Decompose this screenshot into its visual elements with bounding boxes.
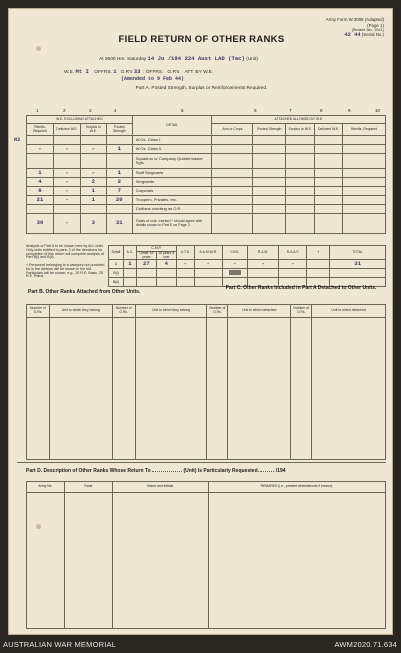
punch-hole	[36, 46, 41, 51]
part-d-table	[26, 481, 386, 629]
form-paper	[8, 8, 393, 635]
cell-surplus: 3	[80, 214, 106, 234]
cell-deficient	[53, 154, 80, 169]
cell-deficient: -	[53, 145, 80, 154]
cell-reinfts: 30	[27, 214, 54, 234]
part-d-unit-blank	[152, 471, 182, 472]
form-revision-line: (Revised Jan., 1943.)	[351, 28, 384, 32]
row-detail: Civilians counting as O.R.	[132, 205, 212, 214]
cell-deficient: -	[53, 169, 80, 178]
date-line	[99, 55, 258, 62]
ors2-label: O.R's	[167, 70, 180, 75]
part-d-header-remarks: REMARKS (i.e., present whereabouts if known).	[208, 482, 386, 493]
col-num-6: 6	[254, 108, 257, 113]
cell-posted: 2	[106, 178, 132, 187]
header-posted: Posted Strength	[106, 124, 132, 136]
analysis-row-label: A	[109, 260, 124, 269]
col-num-4: 4	[114, 108, 117, 113]
part-a-table	[26, 115, 386, 234]
cell-surplus	[80, 154, 106, 169]
part-d-header-name: Name and Initials	[112, 482, 208, 493]
amended-note	[121, 76, 184, 82]
table-row	[27, 136, 386, 145]
analysis-cell-aam: -	[194, 260, 222, 269]
we-value: Mt I	[75, 68, 89, 75]
cell-surplus	[80, 205, 106, 214]
separator-line	[17, 462, 386, 463]
analysis-total-header: TOTAL	[330, 246, 386, 260]
cell-surplus: 1	[80, 187, 106, 196]
cell-reinfts: 6	[27, 187, 54, 196]
part-b-header-number: Number of O.Rs.	[27, 305, 50, 318]
part-b-header-number2: Number of O.Rs.	[112, 305, 135, 318]
cell-reinfts: -	[27, 145, 54, 154]
cell-deficient: -	[53, 214, 80, 234]
table-row	[27, 178, 386, 187]
group-label-left: W.E. EXCLUDING ATTACHED	[27, 116, 133, 124]
cell-posted	[106, 205, 132, 214]
part-bc-table	[26, 304, 386, 460]
cell-surplus: -	[80, 169, 106, 178]
analysis-raaf-header: R.A.A.F.	[279, 246, 307, 260]
analysis-footnote: † Personnel belonging to a category not provided for in the division will be shown in the bld. Particulars will be shown, e.g., 20 R.E. Basic, 20 R.E. Pdtns.	[26, 263, 105, 279]
table-row	[27, 205, 386, 214]
footer-institution: AUSTRALIAN WAR MEMORIAL	[3, 640, 117, 649]
offrs2-label: OFFRS.	[145, 70, 164, 75]
part-b-header-unit2: Unit to which they belong	[135, 305, 207, 318]
header-reinfts-att: Reinfts. Required	[343, 124, 386, 136]
column-numbers	[26, 108, 386, 114]
cell-surplus	[80, 136, 106, 145]
cell-reinfts	[27, 205, 54, 214]
cell-posted: 7	[106, 187, 132, 196]
part-c-title: Part C. Other Ranks Included in Part A Detached to Other Units.	[225, 285, 377, 291]
cell-posted: 31	[106, 214, 132, 234]
analysis-cmp-header: C.M.P.	[136, 246, 176, 252]
date-unit-value: 14 Ju /194 224 Aust LAD (Tac)	[147, 55, 245, 62]
we-label: W.E.	[64, 70, 75, 75]
offrs-value: 1	[113, 68, 117, 75]
analysis-cell-ac: 1	[123, 260, 136, 269]
cell-surplus: -	[80, 145, 106, 154]
analysis-note	[26, 245, 106, 279]
cell-reinfts	[27, 136, 54, 145]
header-posted-att: Posted Strength	[253, 124, 286, 136]
row-detail: Totals of cols. marked * should agree with details shown in Part E on Page 2.	[132, 214, 212, 234]
header-surplus-att: Surplus to W.E.	[286, 124, 315, 136]
part-a-title: Part A. Posted Strength, Surplus or Reinforcements Required.	[135, 86, 268, 91]
cell-reinfts	[27, 154, 54, 169]
part-d-heading	[26, 468, 286, 474]
amended-text: (Amended to 9 Feb 44)	[121, 76, 185, 82]
part-c-header-number: Number of O.Rs.	[207, 305, 228, 318]
row-detail: Sergeants	[132, 178, 212, 187]
table-row	[27, 145, 386, 154]
serial-number: 42 44	[344, 32, 361, 39]
header-deficient: Deficient W.E.	[53, 124, 80, 136]
col-num-2: 2	[63, 108, 66, 113]
col-num-10: 10	[375, 108, 381, 113]
part-d-date-blank	[260, 471, 274, 472]
part-bc-blank-area	[27, 318, 386, 460]
col-num-7: 7	[289, 108, 292, 113]
table-row	[27, 154, 386, 169]
header-reinfts: Reinfts. Required	[27, 124, 54, 136]
part-d-separator	[17, 462, 386, 463]
analysis-other-header: †	[307, 246, 330, 260]
cell-surplus: 1	[80, 196, 106, 205]
analysis-cmp-under18: Under 18 years	[136, 252, 156, 260]
analysis-cell-ats: -	[176, 260, 194, 269]
table-row-totals	[27, 214, 386, 234]
cell-reinfts: 1	[27, 169, 54, 178]
row-detail: Corporals	[132, 187, 212, 196]
part-d-title-rest: (Unit) Is Particularly Requested.	[183, 468, 260, 474]
group-label-right: ATTACHED ALLOWED BY W.E.	[212, 116, 386, 124]
unit-label: (Unit)	[246, 57, 258, 62]
detail-header: DETAIL	[132, 116, 212, 136]
part-d-title: Part D. Description of Other Ranks Whose Return To	[26, 468, 151, 474]
margin-mark	[14, 137, 20, 143]
cell-posted	[106, 154, 132, 169]
ors-value: 33	[133, 68, 141, 75]
ors-label: O.R's	[120, 70, 133, 75]
part-d-header-rank: Rank	[64, 482, 112, 493]
cell-surplus: 2	[80, 178, 106, 187]
part-d-blank-area	[27, 493, 386, 629]
cell-reinfts: 4	[27, 178, 54, 187]
serial-label: (Serial No.)	[361, 32, 384, 38]
analysis-row-label: B(ii)	[109, 278, 124, 287]
row-detail: Squadron or Company Quartermaster Sgts	[132, 154, 212, 169]
offrs-label: OFFRS.	[94, 70, 112, 75]
col-num-3: 3	[89, 108, 92, 113]
analysis-row-label: B(i)	[109, 269, 124, 278]
row-detail: W.Os. Class II.	[132, 145, 212, 154]
col-num-1: 1	[36, 108, 39, 113]
analysis-table	[108, 245, 386, 287]
part-c-header-number2: Number of O.Rs.	[291, 305, 312, 318]
redaction-mark	[229, 270, 241, 275]
col-num-9: 9	[348, 108, 351, 113]
analysis-ac-header: A.C.	[123, 246, 136, 260]
form-number-line: Army Form W.3008 (Adapted)	[325, 17, 384, 22]
col-num-5: 5	[181, 108, 184, 113]
analysis-note-text: Analysis of Part A to be shown here by ALL units. Only units entitled to para. 3 of the directions for completion of this return will complete analysis of Part B(i) and B(ii).	[26, 244, 104, 260]
analysis-cell-raaf: -	[279, 260, 307, 269]
analysis-civil-header: CIVIL	[222, 246, 247, 260]
cell-deficient	[53, 205, 80, 214]
analysis-aamwr-header: A.A.M.W.R.	[194, 246, 222, 260]
att-label: ATT. BY W.E.	[184, 70, 214, 75]
table-row	[27, 169, 386, 178]
part-d-header-army-no: Army No.	[27, 482, 65, 493]
header-arm-corps: Arm or Corps	[212, 124, 253, 136]
analysis-detail-header: Detail	[109, 246, 124, 260]
analysis-ats-header: A.T.S.	[176, 246, 194, 260]
analysis-cell-total: 31	[330, 260, 386, 269]
part-b-title: Part B. Other Ranks Attached from Other Units.	[28, 289, 141, 295]
row-detail: W.Os. Class I.	[132, 136, 212, 145]
header-deficient-att: Deficient W.E.	[315, 124, 343, 136]
row-detail: Staff Sergeants	[132, 169, 212, 178]
table-row	[27, 196, 386, 205]
cell-posted: 20	[106, 196, 132, 205]
part-c-header-unit2: Unit to which detached	[312, 305, 386, 318]
time-label: At 0600 Hrs. Saturday	[99, 57, 147, 62]
margin-mark-text: N3	[14, 137, 21, 143]
cell-reinfts: 21	[27, 196, 54, 205]
footer-accession: AWM2020.71.634	[334, 640, 397, 649]
form-page-line: (Page 1)	[367, 22, 384, 28]
analysis-cell-cmp2: 4	[156, 260, 176, 269]
header-surplus: Surplus to W.E.	[80, 124, 106, 136]
cell-deficient	[53, 136, 80, 145]
analysis-cmp-over18: 18 years & over	[158, 251, 175, 259]
form-title: FIELD RETURN OF OTHER RANKS	[118, 34, 285, 45]
analysis-cell-civil: -	[222, 260, 247, 269]
cell-deficient: -	[53, 187, 80, 196]
part-d-date-suffix: /194	[275, 468, 286, 474]
analysis-cell-ram: -	[247, 260, 279, 269]
analysis-row-a	[109, 260, 386, 269]
part-a-heading	[9, 86, 394, 91]
row-detail: Troopers, Privates, etc.	[132, 196, 212, 205]
cell-deficient: -	[53, 178, 80, 187]
analysis-ram-header: R.A.M.	[247, 246, 279, 260]
analysis-row-bi	[109, 269, 386, 278]
cell-posted	[106, 136, 132, 145]
part-b-header-unit: Unit to which they belong	[49, 305, 112, 318]
col-num-8: 8	[320, 108, 323, 113]
cell-posted: 1	[106, 145, 132, 154]
cell-posted: 1	[106, 169, 132, 178]
cell-deficient: -	[53, 196, 80, 205]
table-row	[27, 187, 386, 196]
we-line: W.E. Mt I OFFRS. 1 O.R's 33 : OFFRS. O.R's ATT. BY W.E.	[64, 68, 214, 75]
analysis-cell-cmp: 27	[136, 260, 156, 269]
part-c-header-unit: Unit to which detached	[228, 305, 291, 318]
